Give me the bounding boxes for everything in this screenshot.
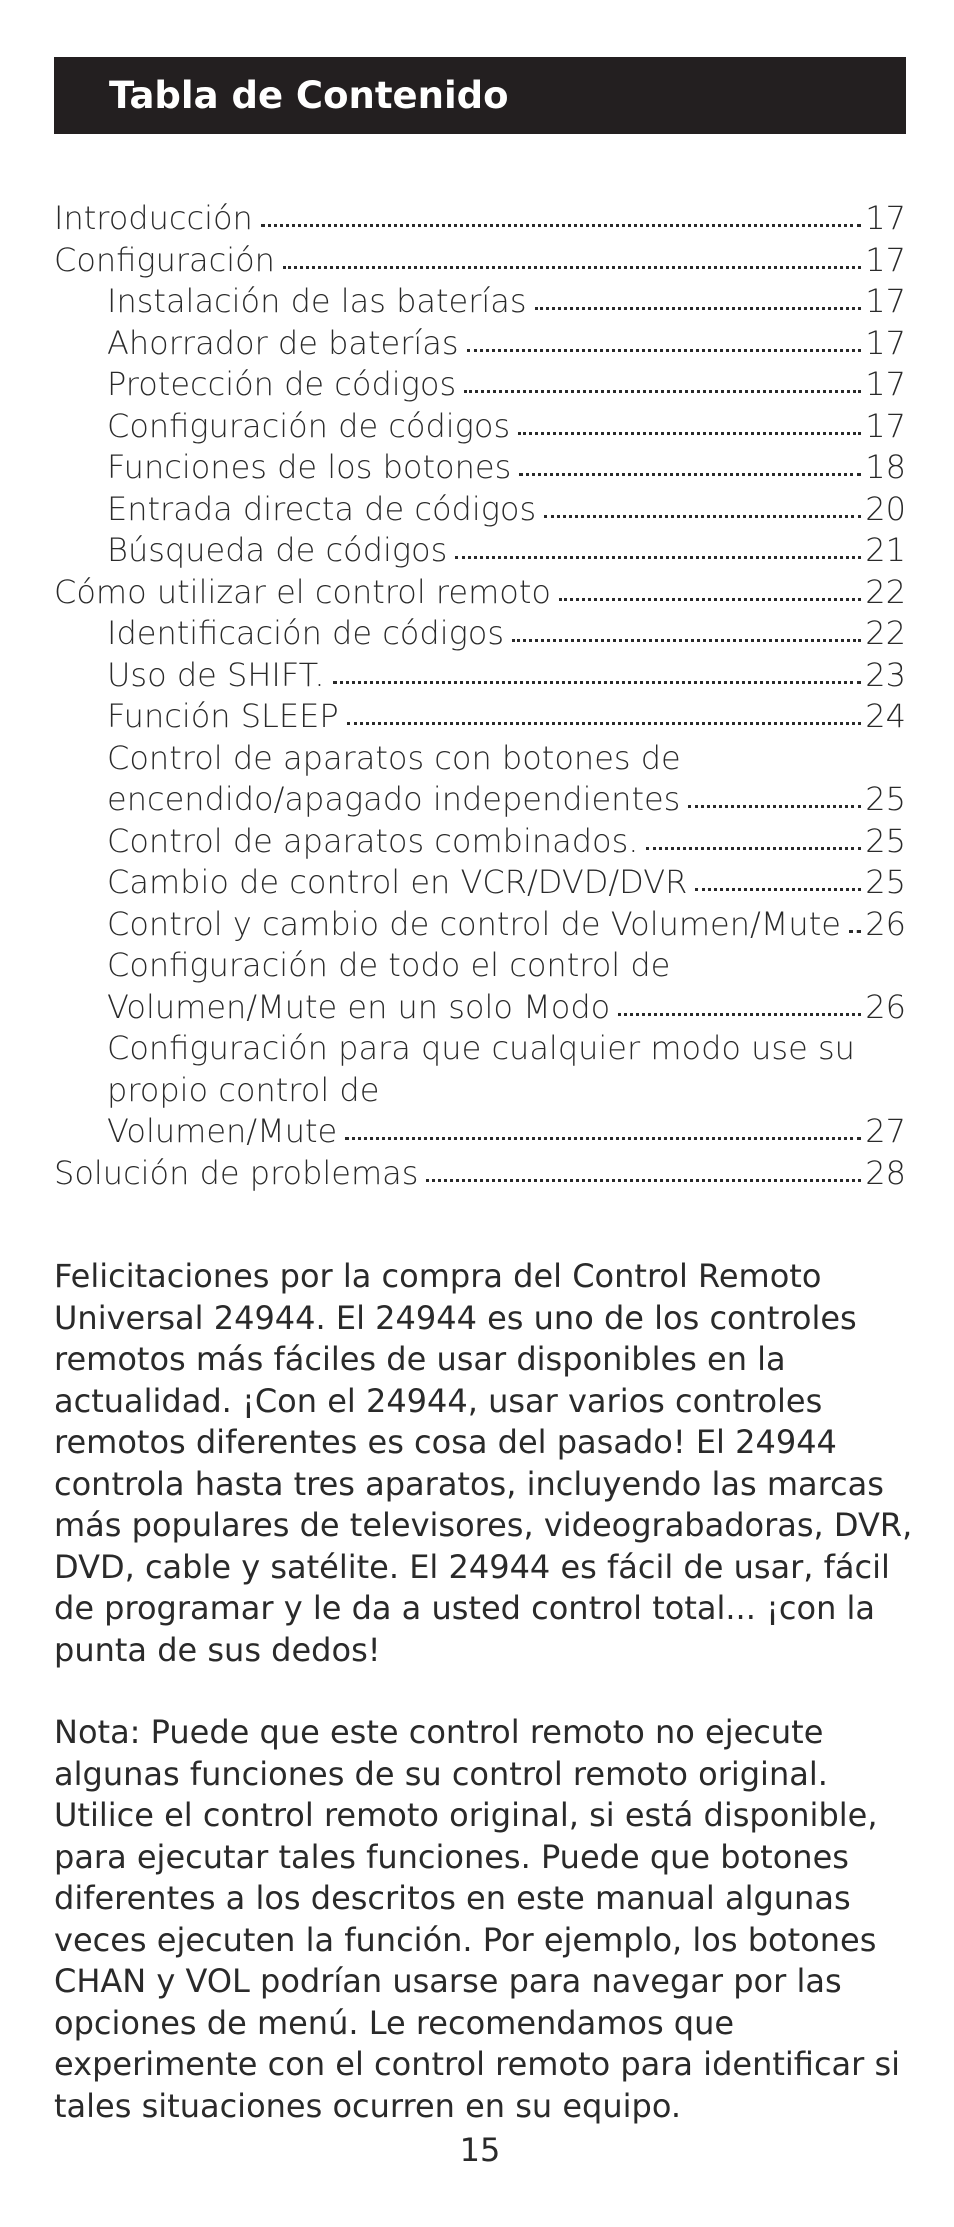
note-paragraph: Nota: Puede que este control remoto no ejecute algunas funciones de su control remoto original. Utilice el control remoto original, si está disponible, para ejecutar tales funciones. Puede que botones diferentes a los descritos en este manual algunas veces ejecuten la función. Por ejemplo, los botones CHAN y VOL podrían usarse para navegar por las opciones de menú. Le recomendamos que experimente con el control remoto para identificar si tales situaciones ocurren en su equipo. — [54, 1713, 901, 2125]
toc-entry-title: Volumen/Mute en un solo Modo — [107, 987, 611, 1026]
toc-entry-title: Ahorrador de baterías — [107, 323, 459, 362]
toc-entry-page: 25 — [865, 863, 906, 901]
section-header-bar — [54, 57, 906, 134]
page-number: 15 — [459, 2131, 501, 2169]
toc-leader-dots — [467, 339, 862, 352]
section-title: Tabla de Contenido — [109, 74, 509, 117]
toc-entry-encendido-apagado — [54, 779, 906, 821]
table-of-contents — [54, 198, 906, 1194]
toc-entry-page: 17 — [865, 240, 906, 279]
toc-leader-dots — [261, 214, 861, 227]
toc-entry-title: Cambio de control en VCR/DVD/DVR — [107, 863, 688, 901]
toc-entry-page: 25 — [865, 821, 906, 860]
toc-entry-title: Entrada directa de códigos — [107, 489, 537, 528]
toc-entry-title-line: propio control de — [107, 1070, 380, 1109]
toc-entry-como-utilizar — [54, 572, 906, 614]
toc-entry-entrada-directa — [54, 489, 906, 531]
toc-entry-busqueda-codigos — [54, 530, 906, 572]
toc-entry-title: Protección de códigos — [107, 365, 457, 403]
toc-entry-title: Control y cambio de control de Volumen/Mute — [107, 904, 841, 943]
toc-entry-title: Configuración de códigos — [107, 406, 511, 445]
toc-entry-configuracion-codigos — [54, 406, 906, 448]
toc-leader-dots — [426, 1169, 861, 1182]
toc-leader-dots — [519, 463, 861, 476]
toc-entry-page: 25 — [865, 780, 906, 818]
toc-entry-page: 17 — [865, 282, 906, 320]
toc-leader-dots — [464, 380, 861, 393]
toc-entry-title-line: Configuración de todo el control de — [107, 946, 671, 984]
toc-entry-instalacion-baterias — [54, 281, 906, 323]
toc-entry-title: Instalación de las baterías — [107, 282, 527, 320]
toc-entry-funciones-botones — [54, 447, 906, 489]
intro-paragraph: Felicitaciones por la compra del Control Remoto Universal 24944. El 24944 es uno de los controles remotos más fáciles de usar disponibles en la actualidad. ¡Con el 24944, usar varios controles remotos diferentes es cosa del pasado! El 24944 controla hasta tres aparatos, incluyendo las marcas más populares de televisores, videograbadoras, DVR, DVD, cable y satélite. El 24944 es fácil de usar, fácil de programar y le da a usted control total... ¡con la punta de sus dedos! — [54, 1257, 913, 1669]
toc-entry-page: 22 — [865, 614, 906, 652]
toc-entry-uso-shift — [54, 655, 906, 697]
toc-leader-dots — [518, 422, 861, 435]
toc-leader-dots — [455, 546, 861, 559]
toc-entry-volumen-solo-modo — [54, 987, 906, 1029]
toc-leader-dots — [512, 629, 861, 642]
toc-leader-dots — [618, 1003, 861, 1016]
toc-entry-page: 27 — [865, 1112, 906, 1150]
toc-entry-title: Control de aparatos combinados. — [107, 821, 639, 860]
toc-entry-ahorrador-baterias — [54, 323, 906, 365]
toc-entry-page: 20 — [865, 489, 906, 528]
toc-entry-proteccion-codigos — [54, 364, 906, 406]
toc-entry-title: Identificación de códigos — [107, 614, 505, 652]
toc-leader-dots — [535, 297, 862, 310]
toc-entry-title: Solución de problemas — [54, 1153, 419, 1192]
toc-entry-page: 17 — [865, 199, 906, 237]
toc-entry-aparatos-combinados — [54, 821, 906, 863]
toc-leader-dots — [849, 920, 861, 933]
toc-entry-title: Introducción — [54, 199, 253, 237]
toc-entry-title: Volumen/Mute — [107, 1112, 338, 1150]
toc-entry-introduccion — [54, 198, 906, 240]
toc-entry-title: Funciones de los botones — [107, 448, 512, 486]
toc-entry-title: encendido/apagado independientes — [107, 780, 681, 818]
toc-entry-title: Cómo utilizar el control remoto — [54, 572, 551, 611]
toc-entry-title: Uso de SHIFT. — [107, 655, 325, 694]
toc-leader-dots — [559, 588, 861, 601]
toc-entry-page: 17 — [865, 323, 906, 362]
toc-leader-dots — [695, 878, 861, 891]
toc-entry-page: 17 — [865, 406, 906, 445]
toc-leader-dots — [646, 837, 861, 850]
toc-leader-dots — [347, 712, 862, 725]
toc-entry-configuracion — [54, 240, 906, 282]
toc-entry-volumen-mute — [54, 904, 906, 946]
toc-entry-page: 22 — [865, 572, 906, 611]
toc-entry-title: Búsqueda de códigos — [107, 531, 448, 569]
toc-entry-title-line: Configuración para que cualquier modo use su — [107, 1029, 855, 1067]
toc-leader-dots — [688, 795, 861, 808]
toc-entry-title: Configuración — [54, 240, 275, 279]
toc-leader-dots — [544, 505, 861, 518]
toc-entry-page: 26 — [865, 987, 906, 1026]
toc-entry-solucion-problemas — [54, 1153, 906, 1195]
toc-entry-funcion-sleep — [54, 696, 906, 738]
toc-leader-dots — [345, 1127, 861, 1140]
toc-entry-page: 17 — [865, 365, 906, 403]
toc-entry-page: 26 — [865, 904, 906, 943]
toc-entry-page: 18 — [865, 448, 906, 486]
toc-entry-page: 21 — [865, 531, 906, 569]
toc-entry-title-line: Control de aparatos con botones de — [107, 738, 681, 777]
toc-leader-dots — [283, 256, 861, 269]
toc-entry-title: Función SLEEP — [107, 697, 339, 735]
toc-entry-identificacion-codigos — [54, 613, 906, 655]
toc-entry-page: 23 — [865, 655, 906, 694]
toc-entry-page: 28 — [865, 1153, 906, 1192]
toc-entry-volumen-propio — [54, 1111, 906, 1153]
toc-entry-page: 24 — [865, 697, 906, 735]
manual-page — [54, 57, 913, 2169]
toc-entry-cambio-vcr-dvd-dvr — [54, 862, 906, 904]
toc-leader-dots — [333, 671, 862, 684]
